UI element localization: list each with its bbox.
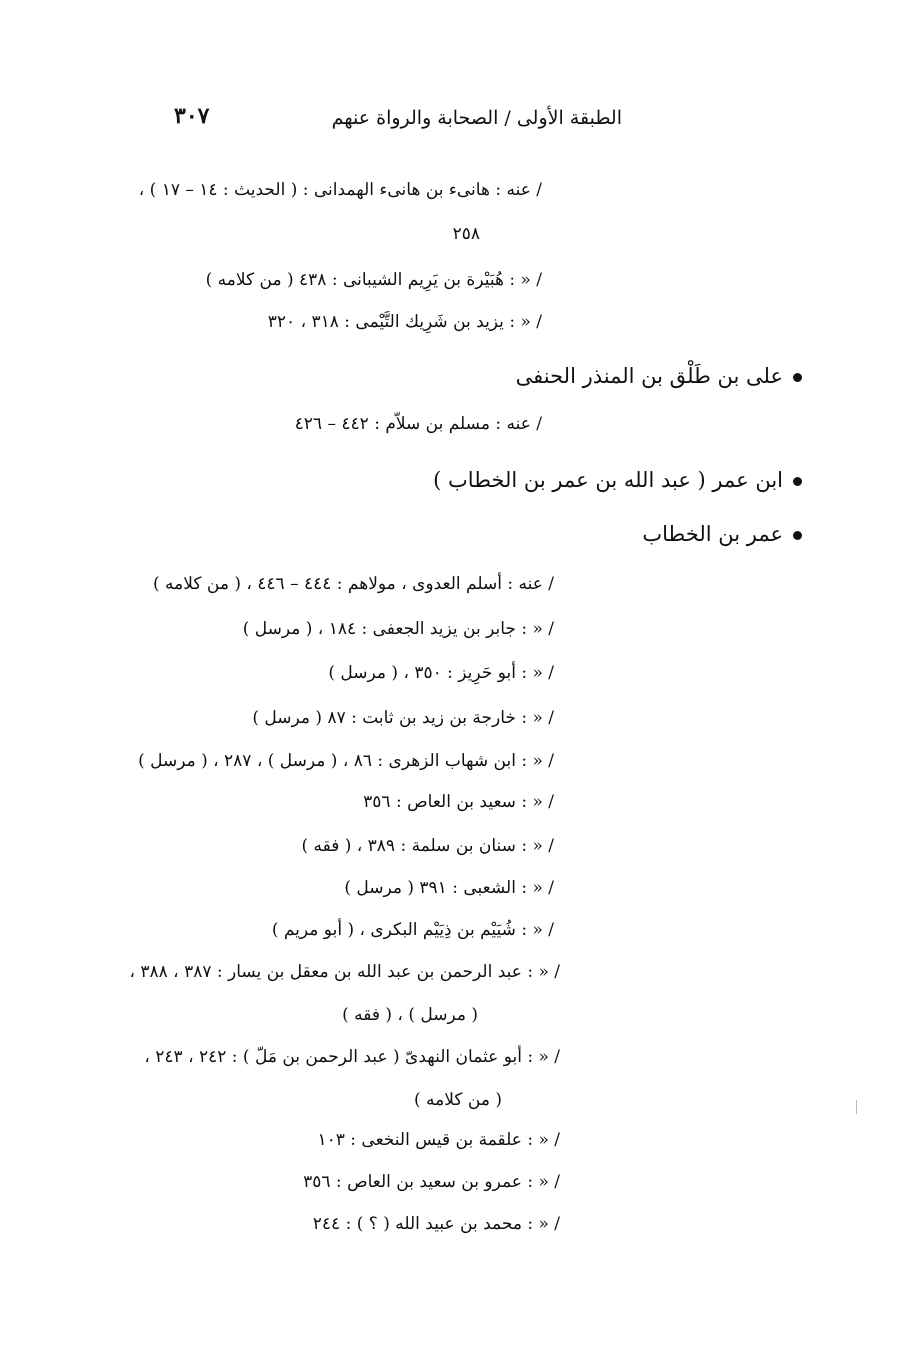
entry-line: / « : جابر بن يزيد الجعفى : ١٨٤ ، ( مرسل )	[242, 619, 554, 639]
entry-line: / « : سنان بن سلمة : ٣٨٩ ، ( فقه )	[301, 836, 554, 856]
entry-heading: على بن طَلْق بن المنذر الحنفى	[516, 362, 802, 390]
entry-line: / « : الشعبى : ٣٩١ ( مرسل )	[344, 878, 554, 898]
entry-line: ٢٥٨	[452, 224, 480, 244]
entry-line: ( مرسل ) ، ( فقه )	[342, 1005, 478, 1025]
entry-line: / عنه : هانىء بن هانىء الهمدانى : ( الحديث : ١٤ – ١٧ ) ،	[138, 180, 542, 200]
entry-line: / « : عبد الرحمن بن عبد الله بن معقل بن يسار : ٣٨٧ ، ٣٨٨ ،	[129, 962, 560, 982]
entry-line: / « : علقمة بن قيس النخعى : ١٠٣	[317, 1130, 560, 1150]
bullet-icon	[793, 531, 802, 540]
entry-line: / « : هُبَيْرة بن يَرِيم الشيبانى : ٤٣٨ ( من كلامه )	[205, 270, 542, 290]
page-number: ٣٠٧	[174, 103, 210, 129]
entry-line: / « : عمرو بن سعيد بن العاص : ٣٥٦	[303, 1172, 560, 1192]
entry-line: / « : خارجة بن زيد بن ثابت : ٨٧ ( مرسل )	[252, 708, 554, 728]
entry-line: / عنه : مسلم بن سلاّم : ٤٤٢ – ٤٢٦	[294, 414, 542, 434]
entry-line: / « : أبو حَرِيز : ٣٥٠ ، ( مرسل )	[328, 663, 554, 683]
entry-line: / عنه : أسلم العدوى ، مولاهم : ٤٤٤ – ٤٤٦ ، ( من كلامه )	[152, 574, 554, 594]
bullet-icon	[793, 477, 802, 486]
running-header-title: الطبقة الأولى / الصحابة والرواة عنهم	[331, 107, 622, 129]
entry-line: / « : أبو عثمان النهدىّ ( عبد الرحمن بن مَلّ ) : ٢٤٢ ، ٢٤٣ ،	[144, 1047, 560, 1067]
bullet-icon	[793, 373, 802, 382]
entry-line: / « : شُيَيْم بن ذِيَيْم البكرى ، ( أبو مريم )	[271, 920, 554, 940]
scan-edge-mark	[856, 1100, 857, 1114]
entry-line: / « : سعيد بن العاص : ٣٥٦	[363, 792, 554, 812]
entry-line: ( من كلامه )	[414, 1090, 502, 1110]
entry-line: / « : ابن شهاب الزهرى : ٨٦ ، ( مرسل ) ، ٢٨٧ ، ( مرسل )	[138, 751, 554, 771]
entry-heading: ابن عمر ( عبد الله بن عمر بن الخطاب )	[433, 466, 802, 494]
entry-heading: عمر بن الخطاب	[642, 520, 802, 548]
entry-line: / « : محمد بن عبيد الله ( ؟ ) : ٢٤٤	[312, 1214, 560, 1234]
entry-line: / « : يزيد بن شَرِيك التَّيْمى : ٣١٨ ، ٣٢٠	[267, 312, 542, 332]
